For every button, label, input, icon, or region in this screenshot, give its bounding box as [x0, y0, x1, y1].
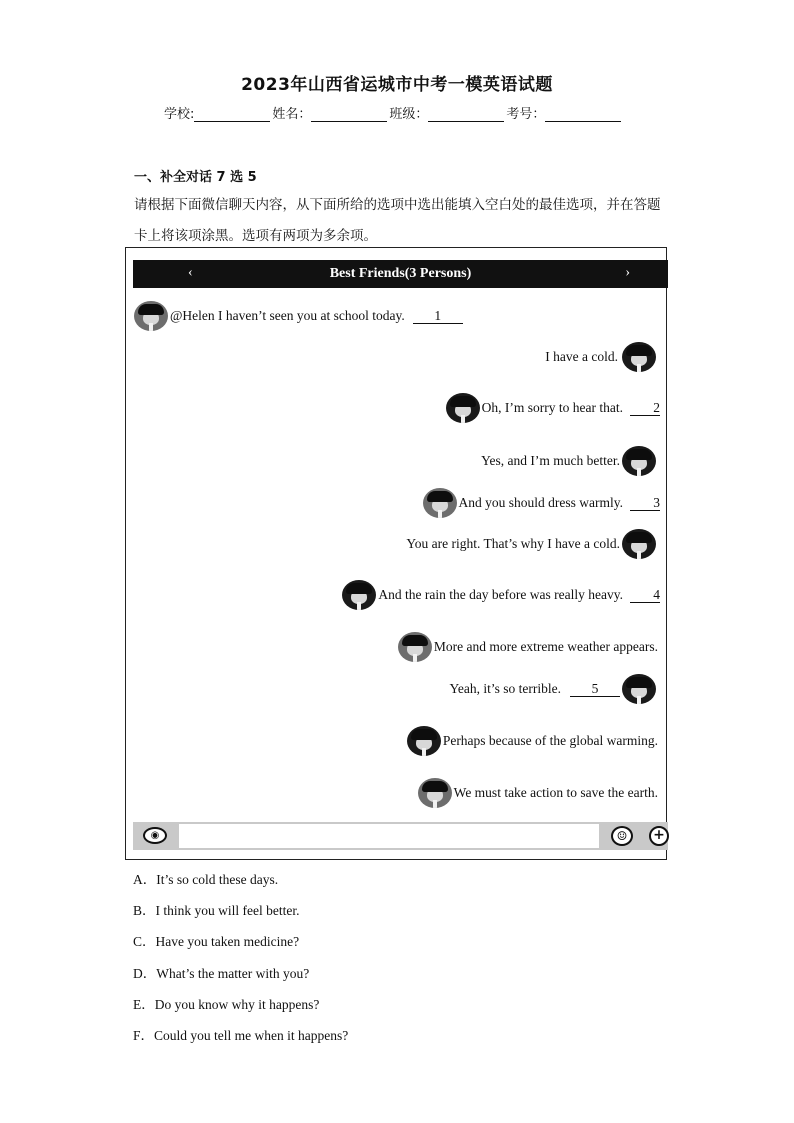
answer-blank: 5 — [570, 682, 620, 697]
school-label: 学校: — [164, 107, 195, 122]
chat-message — [545, 342, 656, 372]
voice-icon[interactable]: ◉ — [143, 827, 167, 844]
school-field[interactable] — [194, 107, 270, 122]
avatar — [622, 674, 656, 704]
avatar — [622, 342, 656, 372]
chat-message — [418, 778, 658, 808]
answer-options — [133, 864, 348, 1051]
forward-icon[interactable]: › — [625, 265, 630, 280]
avatar — [398, 632, 432, 662]
option-d: D．What’s the matter with you? — [133, 965, 310, 981]
message-text: Yeah, it’s so terrible. — [449, 681, 561, 696]
message-text: And you should dress warmly. — [458, 495, 623, 510]
chat-title: Best Friends(3 Persons) — [329, 266, 472, 281]
message-text: Oh, I’m sorry to hear that. — [481, 400, 623, 415]
avatar — [342, 580, 376, 610]
option-c: C．Have you taken medicine? — [133, 934, 300, 950]
chat-message — [450, 674, 657, 704]
number-label: 考号： — [506, 107, 546, 122]
answer-blank: 2 — [630, 401, 660, 416]
message-text: And the rain the day before was really heavy. — [378, 587, 623, 602]
section-instructions: 请根据下面微信聊天内容，从下面所给的选项中选出能填入空白处的最佳选项，并在答题卡上将该项涂黑。选项有两项为多余项。 — [134, 197, 661, 244]
chat-message — [407, 726, 658, 756]
option-a: A．It’s so cold these days. — [133, 872, 279, 887]
avatar — [418, 778, 452, 808]
avatar — [423, 488, 457, 518]
avatar — [407, 726, 441, 756]
section-title: 一、补全对话 7 选 5 — [134, 170, 257, 185]
answer-blank: 3 — [630, 496, 660, 511]
name-label: 姓名： — [272, 107, 312, 122]
avatar — [622, 446, 656, 476]
class-label: 班级： — [389, 107, 429, 122]
avatar — [446, 393, 480, 423]
chat-message — [406, 529, 656, 559]
chat-message — [423, 488, 661, 518]
page-title: 2023年山西省运城市中考一模英语试题 — [241, 75, 553, 95]
chat-message — [398, 632, 658, 662]
chat-message — [342, 580, 660, 610]
emoji-icon[interactable]: ☺ — [611, 826, 633, 846]
answer-blank: 1 — [413, 309, 463, 324]
back-icon[interactable]: ‹ — [188, 265, 193, 280]
avatar — [622, 529, 656, 559]
message-text: More and more extreme weather appears. — [433, 639, 658, 654]
chat-message — [481, 446, 656, 476]
message-text: Perhaps because of the global warming. — [442, 733, 658, 748]
chat-screenshot — [125, 247, 667, 860]
name-field[interactable] — [311, 107, 387, 122]
message-text: We must take action to save the earth. — [453, 785, 658, 800]
plus-icon[interactable]: + — [649, 826, 669, 846]
chat-message — [446, 393, 660, 423]
chat-header — [133, 260, 668, 288]
chat-input-bar — [133, 822, 668, 850]
answer-blank: 4 — [630, 588, 660, 603]
avatar — [134, 301, 168, 331]
message-text: @Helen I haven’t seen you at school today. — [170, 308, 405, 323]
option-e: E．Do you know why it happens? — [133, 996, 320, 1012]
number-field[interactable] — [545, 107, 621, 122]
message-text: I have a cold. — [545, 349, 618, 364]
message-input[interactable] — [179, 824, 599, 848]
message-text: You are right. That’s why I have a cold. — [406, 536, 620, 551]
option-f: F．Could you tell me when it happens? — [133, 1027, 349, 1043]
chat-message — [134, 301, 463, 331]
class-field[interactable] — [428, 107, 504, 122]
student-info-row — [164, 103, 623, 122]
option-b: B．I think you will feel better. — [133, 903, 300, 919]
message-text: Yes, and I’m much better. — [481, 453, 620, 468]
